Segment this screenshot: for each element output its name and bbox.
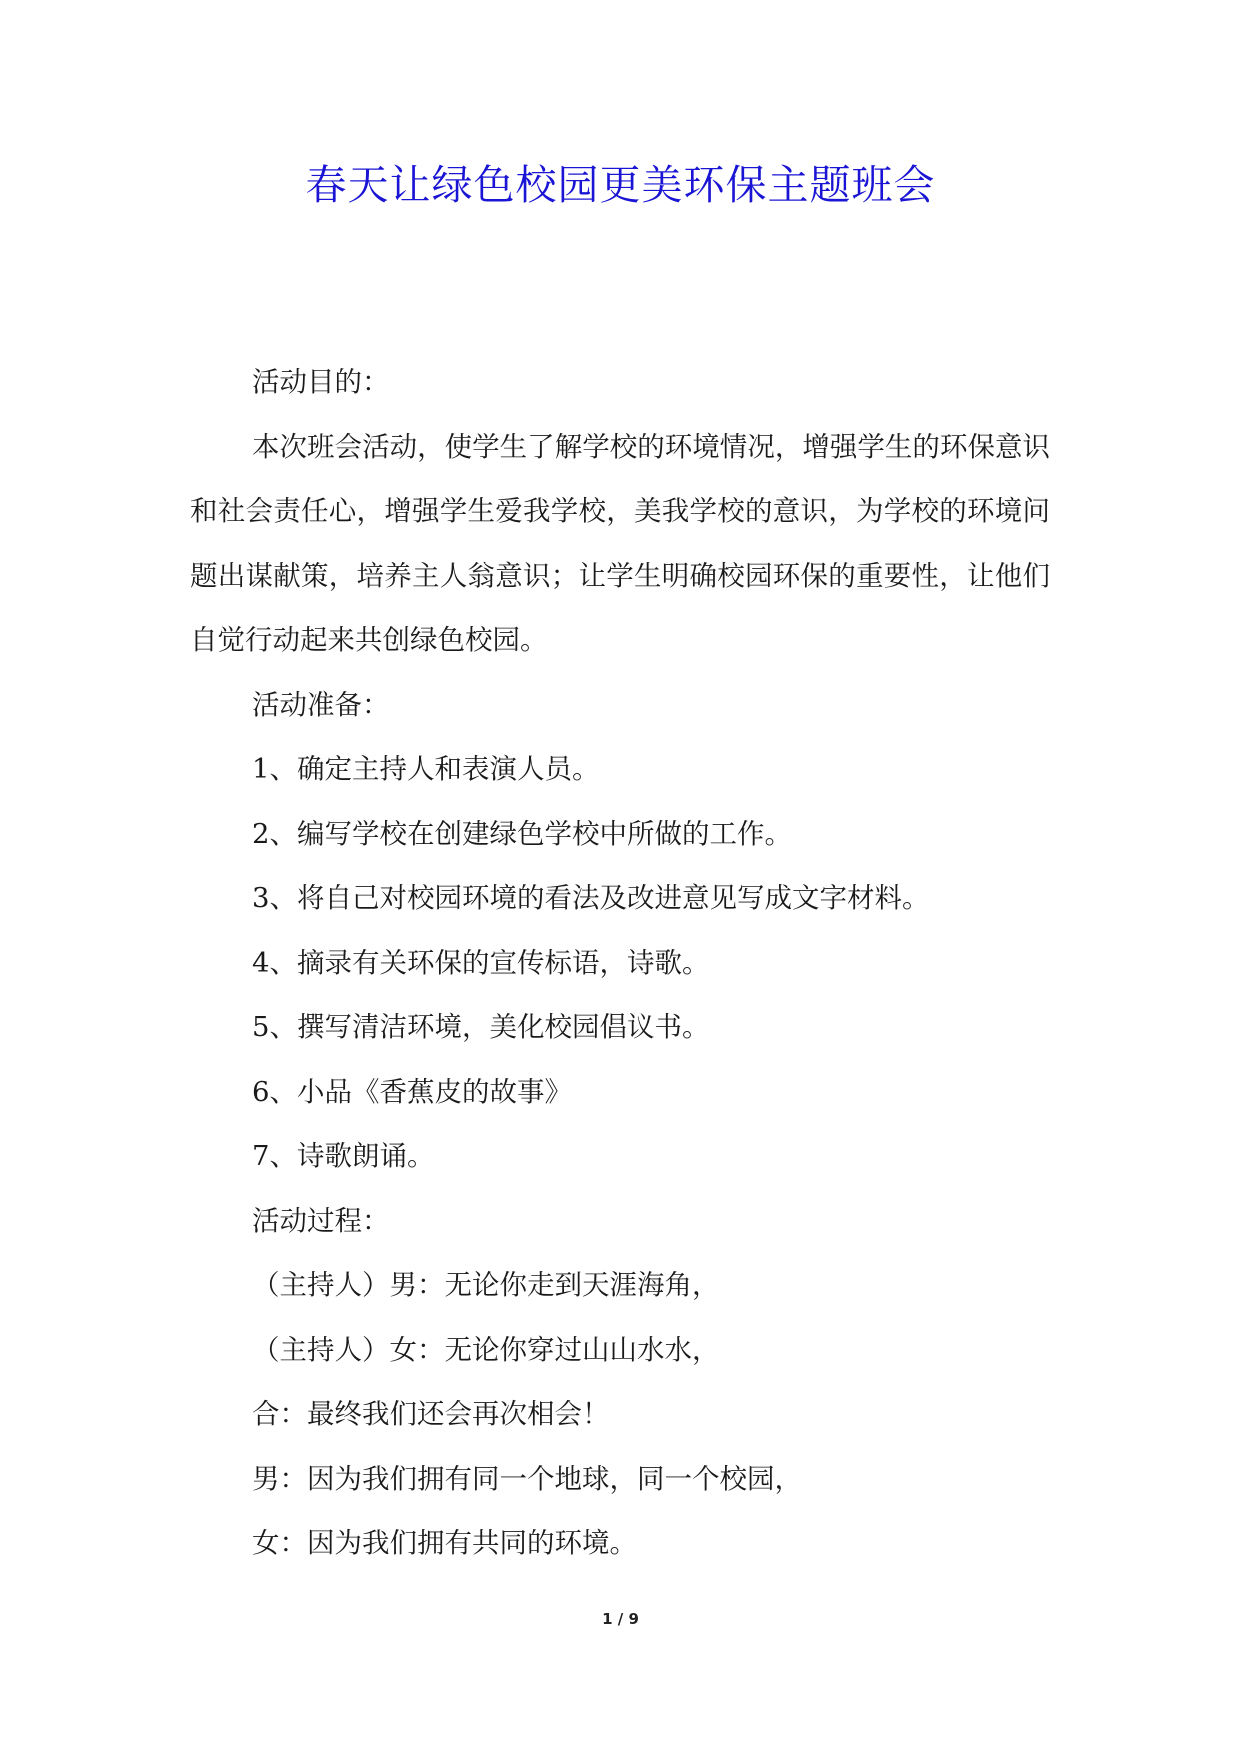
document-title: 春天让绿色校园更美环保主题班会 [305,161,936,209]
dialogue-line-together: 合：最终我们还会再次相会！ [252,1398,610,1430]
page-number: 1 / 9 [602,1610,639,1628]
list-item-prep-4: 4、摘录有关环保的宣传标语，诗歌。 [252,946,710,979]
list-item-prep-3: 3、将自己对校园环境的看法及改进意见写成文字材料。 [252,882,930,914]
paragraph-process-heading: 活动过程： [252,1204,390,1237]
dialogue-line-host-male: （主持人）男：无论你走到天涯海角， [252,1269,720,1301]
document-body [190,350,1050,1576]
list-item-prep-5: 5、撰写清洁环境，美化校园倡议书。 [252,1011,710,1043]
list-item-prep-6: 6、小品《香蕉皮的故事》 [252,1075,572,1108]
dialogue-line-male: 男：因为我们拥有同一个地球，同一个校园， [252,1462,802,1495]
paragraph-purpose-heading: 活动目的： [252,366,390,398]
paragraph-purpose-text: 本次班会活动，使学生了解学校的环境情况，增强学生的环保意识和社会责任心，增强学生爱我学校，美我学校的意识，为学校的环境问题出谋献策，培养主人翁意识；让学生明确校园环保的重要性，让他们自觉行动起来共创绿色校园。 [190,430,1050,656]
list-item-prep-7: 7、诗歌朗诵。 [252,1140,435,1172]
list-item-prep-1: 1、确定主持人和表演人员。 [252,753,600,785]
dialogue-line-female: 女：因为我们拥有共同的环境。 [252,1527,637,1559]
paragraph-preparation-heading: 活动准备： [252,688,390,721]
list-item-prep-2: 2、编写学校在创建绿色学校中所做的工作。 [252,817,792,850]
dialogue-line-host-female: （主持人）女：无论你穿过山山水水， [252,1333,720,1366]
